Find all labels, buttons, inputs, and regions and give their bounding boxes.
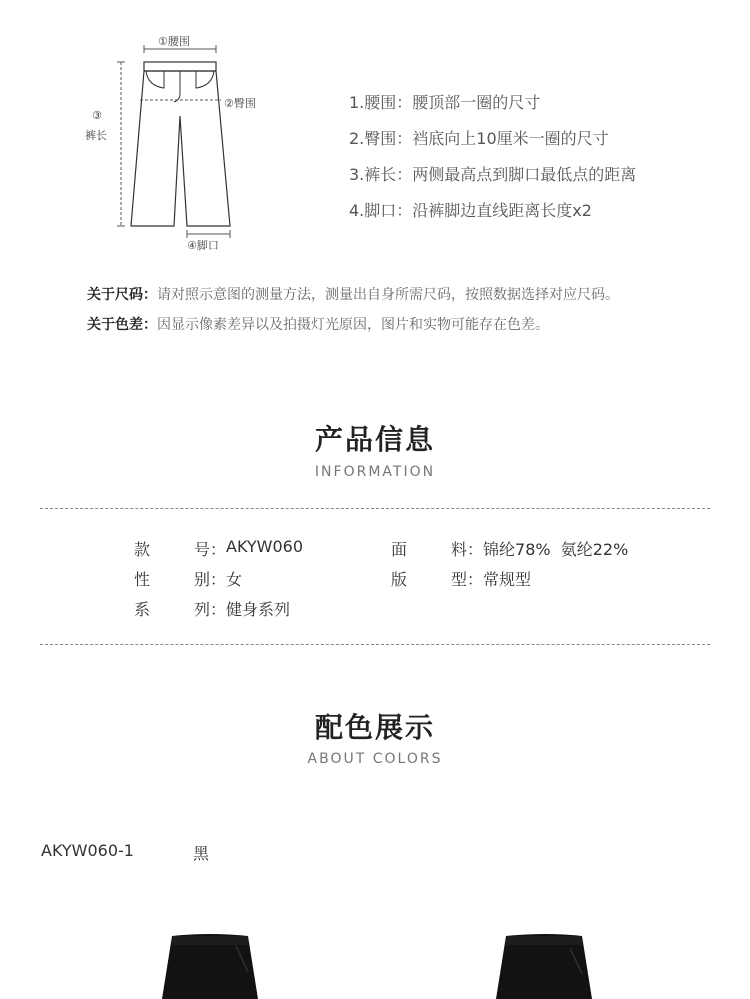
info-fit-row bbox=[391, 567, 531, 590]
info-colon: ： bbox=[467, 540, 484, 559]
color-note-label: 关于色差： bbox=[87, 317, 157, 333]
pants-outline-illustration bbox=[80, 28, 280, 258]
waist-label: ①腰围 bbox=[158, 35, 190, 48]
info-gender-value: 女 bbox=[226, 570, 243, 589]
measurement-length: 3.裤长：两侧最高点到脚口最低点的距离 bbox=[349, 165, 637, 184]
info-series-label-b: 列 bbox=[193, 600, 210, 619]
info-fabric-label-a: 面 bbox=[391, 540, 408, 559]
info-fit-label-a: 版 bbox=[391, 570, 408, 589]
color-note bbox=[87, 314, 549, 334]
info-fit-label-b: 型 bbox=[450, 570, 467, 589]
size-note-label: 关于尺码： bbox=[87, 287, 157, 303]
size-note bbox=[87, 284, 619, 304]
info-style-label-a: 款 bbox=[134, 540, 151, 559]
info-fabric-label-b: 料 bbox=[450, 540, 467, 559]
info-colon: ： bbox=[467, 570, 484, 589]
info-style-label bbox=[134, 537, 210, 560]
color-name: 黑 bbox=[193, 844, 210, 863]
info-fabric-value: 锦纶78% 氨纶22% bbox=[483, 540, 629, 559]
colors-subtitle: ABOUT COLORS bbox=[307, 751, 443, 767]
product-photo-front bbox=[150, 932, 270, 999]
info-series-label bbox=[134, 597, 210, 620]
product-photo-back bbox=[488, 932, 608, 999]
colors-title: 配色展示 bbox=[314, 711, 435, 744]
info-gender-label bbox=[134, 567, 210, 590]
info-colon: ： bbox=[210, 540, 227, 559]
info-colon: ： bbox=[210, 570, 227, 589]
info-fit-value: 常规型 bbox=[483, 570, 532, 589]
divider-bottom bbox=[40, 644, 710, 645]
info-colon: ： bbox=[210, 600, 227, 619]
hip-label: ②臀围 bbox=[224, 97, 256, 110]
info-series-value: 健身系列 bbox=[226, 600, 291, 619]
info-gender-label-b: 别 bbox=[193, 570, 210, 589]
info-series-row bbox=[134, 597, 290, 620]
info-fabric-row bbox=[391, 537, 628, 560]
hem-label: ④脚口 bbox=[187, 239, 219, 252]
color-code: AKYW060-1 bbox=[41, 841, 134, 860]
info-style-row bbox=[134, 537, 303, 560]
pants-size-diagram bbox=[80, 28, 280, 258]
info-fabric-label bbox=[391, 537, 467, 560]
size-note-text: 请对照示意图的测量方法，测量出自身所需尺码，按照数据选择对应尺码。 bbox=[157, 287, 619, 303]
measurement-waist: 1.腰围：腰顶部一圈的尺寸 bbox=[349, 93, 541, 112]
divider-top bbox=[40, 508, 710, 509]
info-style-label-b: 号 bbox=[193, 540, 210, 559]
product-info-subtitle: INFORMATION bbox=[314, 464, 436, 480]
measurement-hip: 2.臀围：裆底向上10厘米一圈的尺寸 bbox=[349, 129, 609, 148]
info-fit-label bbox=[391, 567, 467, 590]
measurement-hem: 4.脚口：沿裤脚边直线距离长度x2 bbox=[349, 201, 592, 220]
info-style-value: AKYW060 bbox=[226, 537, 304, 556]
color-note-text: 因显示像素差异以及拍摄灯光原因，图片和实物可能存在色差。 bbox=[157, 317, 549, 333]
length-label: 裤长 bbox=[85, 129, 107, 142]
info-gender-row bbox=[134, 567, 242, 590]
info-gender-label-a: 性 bbox=[134, 570, 151, 589]
product-info-title: 产品信息 bbox=[314, 423, 435, 456]
length-number-label: ③ bbox=[92, 109, 102, 122]
info-series-label-a: 系 bbox=[134, 600, 151, 619]
